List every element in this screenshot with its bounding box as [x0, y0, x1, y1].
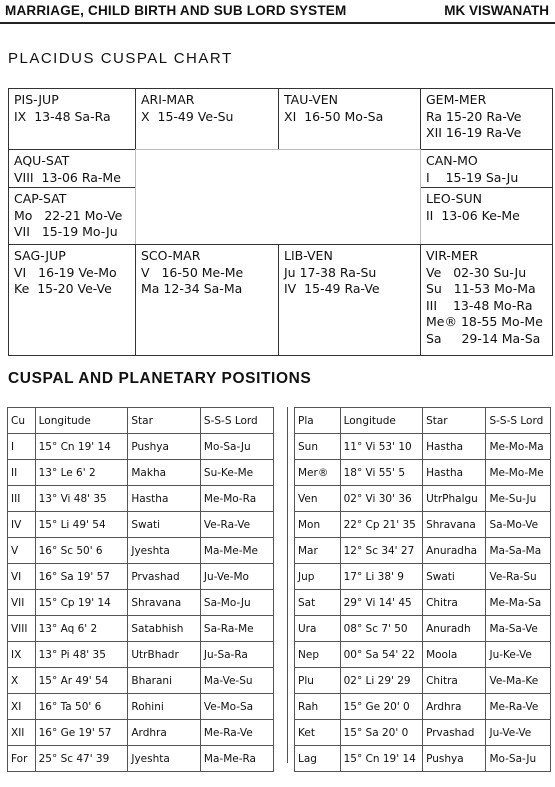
table-cell: Ardhra [128, 720, 201, 746]
table-cell: II [8, 460, 36, 486]
table-cell: Shravana [423, 512, 486, 538]
chart-box-can [420, 149, 553, 188]
table-cell: Me-Ra-Ve [200, 720, 273, 746]
chart-entry: XI 16-50 Mo-Sa [284, 108, 384, 124]
table-cell: UtrPhalgu [423, 486, 486, 512]
table-row [295, 720, 551, 746]
table-cell: Ura [295, 616, 341, 642]
table-row [8, 746, 274, 772]
chart-entry: Ra 15-20 Ra-Ve [426, 108, 522, 124]
table-cell: 25° Sc 47' 39 [35, 746, 128, 772]
table-cell: Me-Mo-Ma [486, 434, 551, 460]
table-row [295, 460, 551, 486]
table-row [295, 486, 551, 512]
table-row [295, 564, 551, 590]
chart-box-gem [420, 88, 553, 150]
table-cell: VIII [8, 616, 36, 642]
sign-label: ARI-MAR [141, 92, 195, 107]
column-header: Longitude [35, 408, 128, 434]
table-row [8, 616, 274, 642]
table-cell: 13° Pi 48' 35 [35, 642, 128, 668]
column-header: Pla [295, 408, 341, 434]
chart-entry: X 15-49 Ve-Su [141, 108, 234, 124]
chart-box-leo [420, 187, 553, 245]
table-cell: 15° Cn 19' 14 [340, 746, 422, 772]
chart-entry: XII 16-19 Ra-Ve [426, 125, 522, 140]
table-cell: Sa-Mo-Ju [200, 590, 273, 616]
chart-entry: Me® 18-55 Mo-Me [426, 314, 543, 329]
table-cell: 15° Ge 20' 0 [340, 694, 422, 720]
sign-label: AQU-SAT [14, 153, 70, 168]
table-cell: Makha [128, 460, 201, 486]
table-cell: Ket [295, 720, 341, 746]
column-header: Star [423, 408, 486, 434]
chart-entry: Sa 29-14 Ma-Sa [426, 330, 541, 346]
table-row [295, 642, 551, 668]
table-row [295, 434, 551, 460]
table-cell: 18° Vi 55' 5 [340, 460, 422, 486]
table-cell: Sat [295, 590, 341, 616]
table-cell: 15° Sa 20' 0 [340, 720, 422, 746]
column-header: S-S-S Lord [200, 408, 273, 434]
chart-entry: VIII 13-06 Ra-Me [14, 169, 121, 185]
table-cell: 16° Ta 50' 6 [35, 694, 128, 720]
chart-box-aqu [8, 149, 136, 188]
table-row [8, 564, 274, 590]
table-cell: X [8, 668, 36, 694]
table-cell: Me-Su-Ju [486, 486, 551, 512]
table-cell: 13° Vi 48' 35 [35, 486, 128, 512]
column-header: Cu [8, 408, 36, 434]
table-cell: Lag [295, 746, 341, 772]
table-cell: IX [8, 642, 36, 668]
table-cell: Anuradha [423, 538, 486, 564]
chart-entry: V 16-50 Me-Me [141, 264, 244, 280]
table-cell: 02° Vi 30' 36 [340, 486, 422, 512]
column-header: S-S-S Lord [486, 408, 551, 434]
sign-label: LIB-VEN [284, 248, 333, 263]
chart-entry: Ju 17-38 Ra-Su [284, 264, 377, 280]
table-cell: 15° Li 49' 54 [35, 512, 128, 538]
table-cell: VII [8, 590, 36, 616]
sign-label: SAG-JUP [14, 248, 66, 263]
table-cell: 08° Sc 7' 50 [340, 616, 422, 642]
chart-box-lib [278, 244, 421, 356]
page-header [0, 0, 555, 24]
table-cell: 13° Le 6' 2 [35, 460, 128, 486]
table-cell: VI [8, 564, 36, 590]
table-cell: Pushya [128, 434, 201, 460]
table-cell: 00° Sa 54' 22 [340, 642, 422, 668]
positions-heading: CUSPAL AND PLANETARY POSITIONS [8, 370, 312, 387]
table-cell: Hastha [423, 460, 486, 486]
table-cell: Sa-Mo-Ve [486, 512, 551, 538]
table-cell: 16° Ge 19' 57 [35, 720, 128, 746]
chart-entry: Ma 12-34 Sa-Ma [141, 281, 243, 296]
table-divider [287, 407, 288, 763]
table-row [295, 694, 551, 720]
chart-entry: II 13-06 Ke-Me [426, 207, 520, 223]
table-cell: 15° Ar 49' 54 [35, 668, 128, 694]
chart-entry: Mo 22-21 Mo-Ve [14, 207, 123, 223]
table-cell: Sa-Ra-Me [200, 616, 273, 642]
chart-box-cap [8, 187, 136, 245]
planet-table [294, 407, 551, 772]
column-header: Longitude [340, 408, 422, 434]
chart-entry: IV 15-49 Ra-Ve [284, 281, 380, 296]
table-cell: Moola [423, 642, 486, 668]
table-cell: 11° Vi 53' 10 [340, 434, 422, 460]
table-cell: Anuradh [423, 616, 486, 642]
table-row [295, 616, 551, 642]
table-cell: 16° Sa 19' 57 [35, 564, 128, 590]
table-row [8, 720, 274, 746]
table-cell: Nep [295, 642, 341, 668]
table-cell: Ma-Me-Ra [200, 746, 273, 772]
table-cell: Swati [423, 564, 486, 590]
header-author: MK VISWANATH [444, 3, 549, 18]
table-row [295, 538, 551, 564]
table-row [295, 590, 551, 616]
table-cell: XI [8, 694, 36, 720]
table-cell: III [8, 486, 36, 512]
table-cell: Chitra [423, 668, 486, 694]
table-row [8, 694, 274, 720]
table-cell: Ju-Sa-Ra [200, 642, 273, 668]
table-cell: 13° Aq 6' 2 [35, 616, 128, 642]
table-cell: Shravana [128, 590, 201, 616]
chart-entry: IX 13-48 Sa-Ra [14, 108, 111, 124]
table-cell: Ma-Ve-Su [200, 668, 273, 694]
table-cell: Ve-Ra-Su [486, 564, 551, 590]
chart-entry: VI 16-19 Ve-Mo [14, 264, 117, 280]
table-cell: I [8, 434, 36, 460]
chart-box-sco [135, 244, 279, 356]
table-cell: Ju-Ve-Mo [200, 564, 273, 590]
table-cell: 12° Sc 34' 27 [340, 538, 422, 564]
table-row [8, 460, 274, 486]
chart-entry: VII 15-19 Mo-Ju [14, 224, 118, 239]
table-header-row [295, 408, 551, 434]
table-header-row [8, 408, 274, 434]
table-cell: Rohini [128, 694, 201, 720]
chart-center [135, 149, 421, 245]
table-cell: V [8, 538, 36, 564]
table-row [8, 512, 274, 538]
table-cell: Sun [295, 434, 341, 460]
table-cell: 15° Cn 19' 14 [35, 434, 128, 460]
header-title: MARRIAGE, CHILD BIRTH AND SUB LORD SYSTEM [5, 3, 347, 18]
table-row [8, 538, 274, 564]
table-cell: Mer® [295, 460, 341, 486]
table-cell: Swati [128, 512, 201, 538]
chart-box-vir [420, 244, 553, 356]
table-cell: Rah [295, 694, 341, 720]
table-cell: Ju-Ke-Ve [486, 642, 551, 668]
table-cell: Mar [295, 538, 341, 564]
table-cell: Su-Ke-Me [200, 460, 273, 486]
table-cell: Ve-Ma-Ke [486, 668, 551, 694]
table-cell: Ma-Sa-Ve [486, 616, 551, 642]
table-cell: 15° Cp 19' 14 [35, 590, 128, 616]
sign-label: LEO-SUN [426, 191, 482, 206]
table-cell: Ma-Me-Me [200, 538, 273, 564]
column-header: Star [128, 408, 201, 434]
table-cell: Hastha [423, 434, 486, 460]
table-cell: Ve-Ra-Ve [200, 512, 273, 538]
cuspal-chart-heading: PLACIDUS CUSPAL CHART [8, 50, 233, 67]
sign-label: GEM-MER [426, 92, 487, 107]
table-cell: Chitra [423, 590, 486, 616]
table-row [295, 668, 551, 694]
table-cell: 02° Li 29' 29 [340, 668, 422, 694]
table-cell: Satabhish [128, 616, 201, 642]
sign-label: VIR-MER [426, 248, 479, 263]
sign-label: PIS-JUP [14, 92, 59, 107]
table-cell: Bharani [128, 668, 201, 694]
table-cell: 17° Li 38' 9 [340, 564, 422, 590]
table-row [8, 642, 274, 668]
table-cell: Ju-Ve-Ve [486, 720, 551, 746]
table-cell: Mo-Sa-Ju [200, 434, 273, 460]
table-cell: Hastha [128, 486, 201, 512]
chart-box-tau [278, 88, 421, 150]
table-cell: XII [8, 720, 36, 746]
chart-box-pis [8, 88, 136, 150]
table-cell: UtrBhadr [128, 642, 201, 668]
chart-entry: Ve 02-30 Su-Ju [426, 264, 527, 280]
table-cell: Mo-Sa-Ju [486, 746, 551, 772]
chart-box-sag [8, 244, 136, 356]
table-row [8, 668, 274, 694]
table-cell: Ma-Sa-Ma [486, 538, 551, 564]
table-cell: Plu [295, 668, 341, 694]
table-cell: 29° Vi 14' 45 [340, 590, 422, 616]
table-cell: Me-Ra-Ve [486, 694, 551, 720]
chart-entry: I 15-19 Sa-Ju [426, 169, 519, 185]
table-row [295, 512, 551, 538]
table-cell: 22° Cp 21' 35 [340, 512, 422, 538]
chart-entry: Ke 15-20 Ve-Ve [14, 281, 112, 296]
sign-label: CAN-MO [426, 153, 478, 168]
table-cell: Jyeshta [128, 746, 201, 772]
table-cell: Ve-Mo-Sa [200, 694, 273, 720]
table-row [8, 434, 274, 460]
table-cell: Me-Mo-Me [486, 460, 551, 486]
table-cell: Pushya [423, 746, 486, 772]
table-cell: Ven [295, 486, 341, 512]
table-cell: Mon [295, 512, 341, 538]
table-cell: IV [8, 512, 36, 538]
table-cell: Prvashad [423, 720, 486, 746]
cuspal-chart [8, 88, 553, 356]
table-row [8, 590, 274, 616]
table-cell: Prvashad [128, 564, 201, 590]
table-row [8, 486, 274, 512]
table-row [295, 746, 551, 772]
table-cell: Jyeshta [128, 538, 201, 564]
table-cell: For [8, 746, 36, 772]
chart-box-ari [135, 88, 279, 150]
sign-label: CAP-SAT [14, 191, 67, 206]
table-cell: Me-Mo-Ra [200, 486, 273, 512]
table-cell: Jup [295, 564, 341, 590]
sign-label: SCO-MAR [141, 248, 201, 263]
table-cell: Ardhra [423, 694, 486, 720]
chart-entry: Su 11-53 Mo-Ma [426, 281, 536, 296]
table-cell: 16° Sc 50' 6 [35, 538, 128, 564]
cusp-table [7, 407, 274, 772]
sign-label: TAU-VEN [284, 92, 338, 107]
table-cell: Me-Ma-Sa [486, 590, 551, 616]
chart-entry: III 13-48 Mo-Ra [426, 297, 533, 313]
